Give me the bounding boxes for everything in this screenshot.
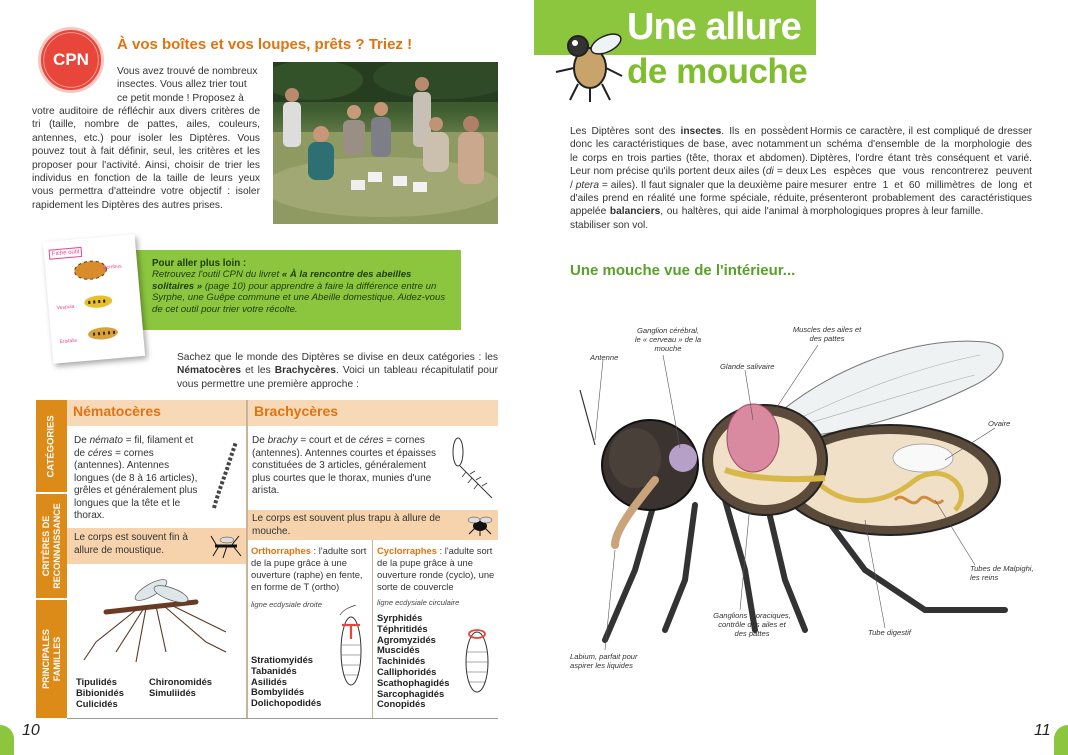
col1-part: = ailes). Il faut signaler que la deuxième paire d'ailes prend en réalité une forme spéciale, réduite, appelée <box>570 179 808 218</box>
crane-fly-icon <box>76 572 236 664</box>
def-part: = fil, filament et de <box>74 435 194 459</box>
cyclo-text: : l'adulte sort de la pupe grâce à une ouverture ronde (cyclo), une sorte de couvercle <box>377 545 495 592</box>
family-name: Bombylidés <box>251 686 305 698</box>
fly-anatomy-illustration <box>575 330 1045 660</box>
intro-paragraph: votre auditoire de réfléchir aux divers critères de tri (taille, nombre de pattes, ailes, couleurs, antennes, etc.) pour isoler les Diptères. Vous pouvez tout à fait définir, seul, les critères et les proposer pour l'activité. Ainsi, choisir de trier les individus en fonction de la taille de leurs yeux vous permettra d'atteindre votre objectif : isoler rapidement les Diptères des autres prises. <box>32 106 260 211</box>
badge-text: CPN <box>53 50 89 69</box>
label-thoracic-ganglia: Ganglions thoraciques, contrôle des ailes et des pattes <box>713 611 791 638</box>
table-intro-a: Sachez que le monde des Diptères se divise en deux catégories : les <box>177 352 498 363</box>
row-label-criteria <box>36 494 67 598</box>
row-label-text: CATÉGORIES <box>46 414 58 478</box>
label-antenna: Antenne <box>590 353 619 362</box>
def-part: = cornes (antennes). Antennes courtes et épaisses constituées de 3 articles, généralement plus courtes que le thorax, munies d'une arista. <box>252 435 437 496</box>
nemato-heading: Nématocères <box>67 400 246 426</box>
label-salivary-gland: Glande salivaire <box>720 362 775 371</box>
family-name: Tabanidés <box>251 664 297 676</box>
further-text-a: Retrouvez l'outil CPN du livret <box>152 269 280 280</box>
further-heading: Pour aller plus loin : <box>152 258 247 269</box>
family-name: Dolichopodidés <box>251 697 322 709</box>
sub-column-divider <box>372 540 373 718</box>
cyclo-pupa-icon <box>462 622 492 697</box>
family-name: Conopidés <box>377 698 426 710</box>
long-antenna-icon <box>208 438 242 513</box>
def-part: De <box>74 435 90 446</box>
book-label-eristalis: Eristalis <box>59 337 78 346</box>
family-name: Tipulidés <box>76 676 117 687</box>
cpn-booklet-cover <box>43 234 145 364</box>
cartoon-fly-icon <box>550 24 630 104</box>
brachy-definition <box>252 435 444 498</box>
housefly-icon <box>466 514 494 536</box>
ortho-title: Orthorraphes <box>251 545 311 556</box>
brachy-body-text: Le corps est souvent plus trapu à allure de mouche. <box>252 513 441 537</box>
family-name: Stratiomyidés <box>251 654 313 665</box>
page-corner-right <box>1054 725 1068 755</box>
table-intro <box>177 351 498 391</box>
page-number-right: 11 <box>1034 722 1051 739</box>
further-book-title: « À la rencontre des abeilles solitaires » <box>152 269 412 292</box>
def-part: De <box>252 435 268 446</box>
brachy-body-cell <box>248 510 498 540</box>
intro-first-lines <box>117 65 262 105</box>
def-part: = court et de <box>297 435 360 446</box>
brachy-heading: Brachycères <box>248 400 498 426</box>
nemato-body-text: Le corps est souvent fin à allure de moustique. <box>74 532 188 556</box>
cpn-activity-badge <box>38 27 104 93</box>
table-intro-brachy: Brachycères <box>274 365 336 377</box>
label-wing-muscles: Muscles des ailes et des pattes <box>792 325 862 343</box>
table-intro-mid: et les <box>241 365 275 377</box>
book-label-vespula: Vespula <box>56 303 75 312</box>
row-label-families <box>36 600 67 718</box>
intro-column-2: Hormis ce caractère, il est compliqué de dresser un schéma d'ensemble de la morphologie des Diptères, l'ordre étant très conséquent et varié. Les espèces que vous rencontrerez peuvent mesurer entre 1 et 60 millimètres de long et présenteront probablement des caractéristiques morphologiques propres à leur famille. <box>810 126 1032 218</box>
mosquito-icon <box>209 532 243 560</box>
table-intro-nemato: Nématocères <box>177 365 241 377</box>
diptera-comparison-table <box>36 400 498 718</box>
intro-line: insectes. Vous allez trier tout <box>117 79 247 91</box>
family-name: Tachinidés <box>377 655 426 667</box>
family-name: Sarcophagidés <box>377 687 445 699</box>
short-antenna-arista-icon <box>446 430 496 502</box>
intro-line: Vous avez trouvé de nombreux <box>117 66 258 77</box>
def-part: brachy <box>267 435 298 446</box>
family-name: Agromyzidés <box>377 633 436 645</box>
def-part: némato <box>89 435 123 446</box>
cyclo-families <box>377 613 449 710</box>
col1-part: di <box>765 166 774 178</box>
intro-line: ce petit monde ! Proposez à <box>117 92 244 104</box>
column-divider <box>246 400 248 718</box>
table-bottom-rule <box>67 718 498 719</box>
further-text-c: (page 10) pour apprendre à faire la différence entre un Syrphe, une Guêpe commune et une Abeille domestique. Aidez-vous de cet outil pour trier votre récolte. <box>152 280 446 315</box>
col1-part: Les Diptères sont des <box>570 126 681 137</box>
col1-part: = deux / <box>570 166 808 191</box>
def-part: céres <box>87 447 113 459</box>
family-name: Téphritidés <box>377 622 428 634</box>
family-name: Chironomidés <box>149 676 213 687</box>
col1-part: . Ils en possèdent donc les caractéristiques de base, avec notamment le corps en trois parties (tête, thorax et abdomen). Leur nom précise qu'ils portent deux ailes ( <box>570 126 808 178</box>
family-name: Culicidés <box>76 697 118 709</box>
intro-column-1 <box>570 125 808 232</box>
page-title-line1: Une allure <box>627 6 801 48</box>
family-name: Simuliidés <box>149 686 196 698</box>
col1-part: balanciers <box>609 206 661 218</box>
nemato-body-cell <box>67 528 246 564</box>
family-name: Muscidés <box>377 644 420 656</box>
label-cerebral-ganglion: Ganglion cérébral, le « cerveau » de la mouche <box>634 326 702 353</box>
book-tag: Fiche outil <box>49 247 83 260</box>
nemato-families-col1 <box>76 677 124 709</box>
family-name: Calliphoridés <box>377 665 437 677</box>
nemato-families-col2 <box>149 677 212 699</box>
further-reading-box <box>136 250 461 330</box>
label-digestive-tube: Tube digestif <box>868 628 911 637</box>
book-label-bombus: Bombus <box>103 263 122 272</box>
ortho-families <box>251 655 321 709</box>
ortho-text: : l'adulte sort de la pupe grâce à une ouverture (raphe) en fente, en forme de T (ortho) <box>251 545 367 592</box>
row-label-categories <box>36 400 67 492</box>
col1-part: ptera <box>575 179 599 191</box>
col1-part: , ou haltères, qui aide l'animal à stabiliser son vol. <box>570 206 808 231</box>
cyclo-title: Cyclorraphes <box>377 545 437 556</box>
label-ovary: Ovaire <box>988 419 1011 428</box>
family-name: Bibionidés <box>76 686 124 698</box>
further-text <box>152 269 452 315</box>
activity-title: À vos boîtes et vos loupes, prêts ? Triez ! <box>117 36 413 53</box>
family-name: Asilidés <box>251 675 287 687</box>
anatomy-title: Une mouche vue de l'intérieur... <box>570 262 796 279</box>
ortho-line-label: ligne ecdysiale droite <box>251 600 322 609</box>
family-name: Syrphidés <box>377 612 423 623</box>
page-title-line2: de mouche <box>627 52 808 91</box>
table-intro-c: . Voici un tableau récapitulatif pour vous permettre une première approche : <box>177 365 498 390</box>
row-label-text: CRITÈRES DE RECONNAISSANCE <box>40 503 62 589</box>
cyclo-description <box>377 545 497 593</box>
row-label-text: PRINCIPALES FAMILLES <box>40 629 62 689</box>
activity-photo <box>273 62 498 224</box>
family-name: Scathophagidés <box>377 676 450 688</box>
def-part: céres <box>359 435 384 446</box>
ortho-description <box>251 545 369 593</box>
group-photo-illustration <box>273 62 498 224</box>
page-number-left: 10 <box>22 722 40 739</box>
col1-part: insectes <box>680 126 722 137</box>
label-malpighian-tubes: Tubes de Malpighi, les reins <box>970 564 1034 582</box>
def-part: = cornes (antennes). Antennes longues (de 8 à 16 articles), grêles et généralement plus longues que la tête et le thorax. <box>74 447 198 521</box>
cyclo-line-label: ligne ecdysiale circulaire <box>377 598 460 607</box>
label-labium: Labium, parfait pour aspirer les liquides <box>570 652 638 670</box>
ortho-pupa-icon <box>336 605 366 690</box>
nemato-definition <box>74 435 204 523</box>
